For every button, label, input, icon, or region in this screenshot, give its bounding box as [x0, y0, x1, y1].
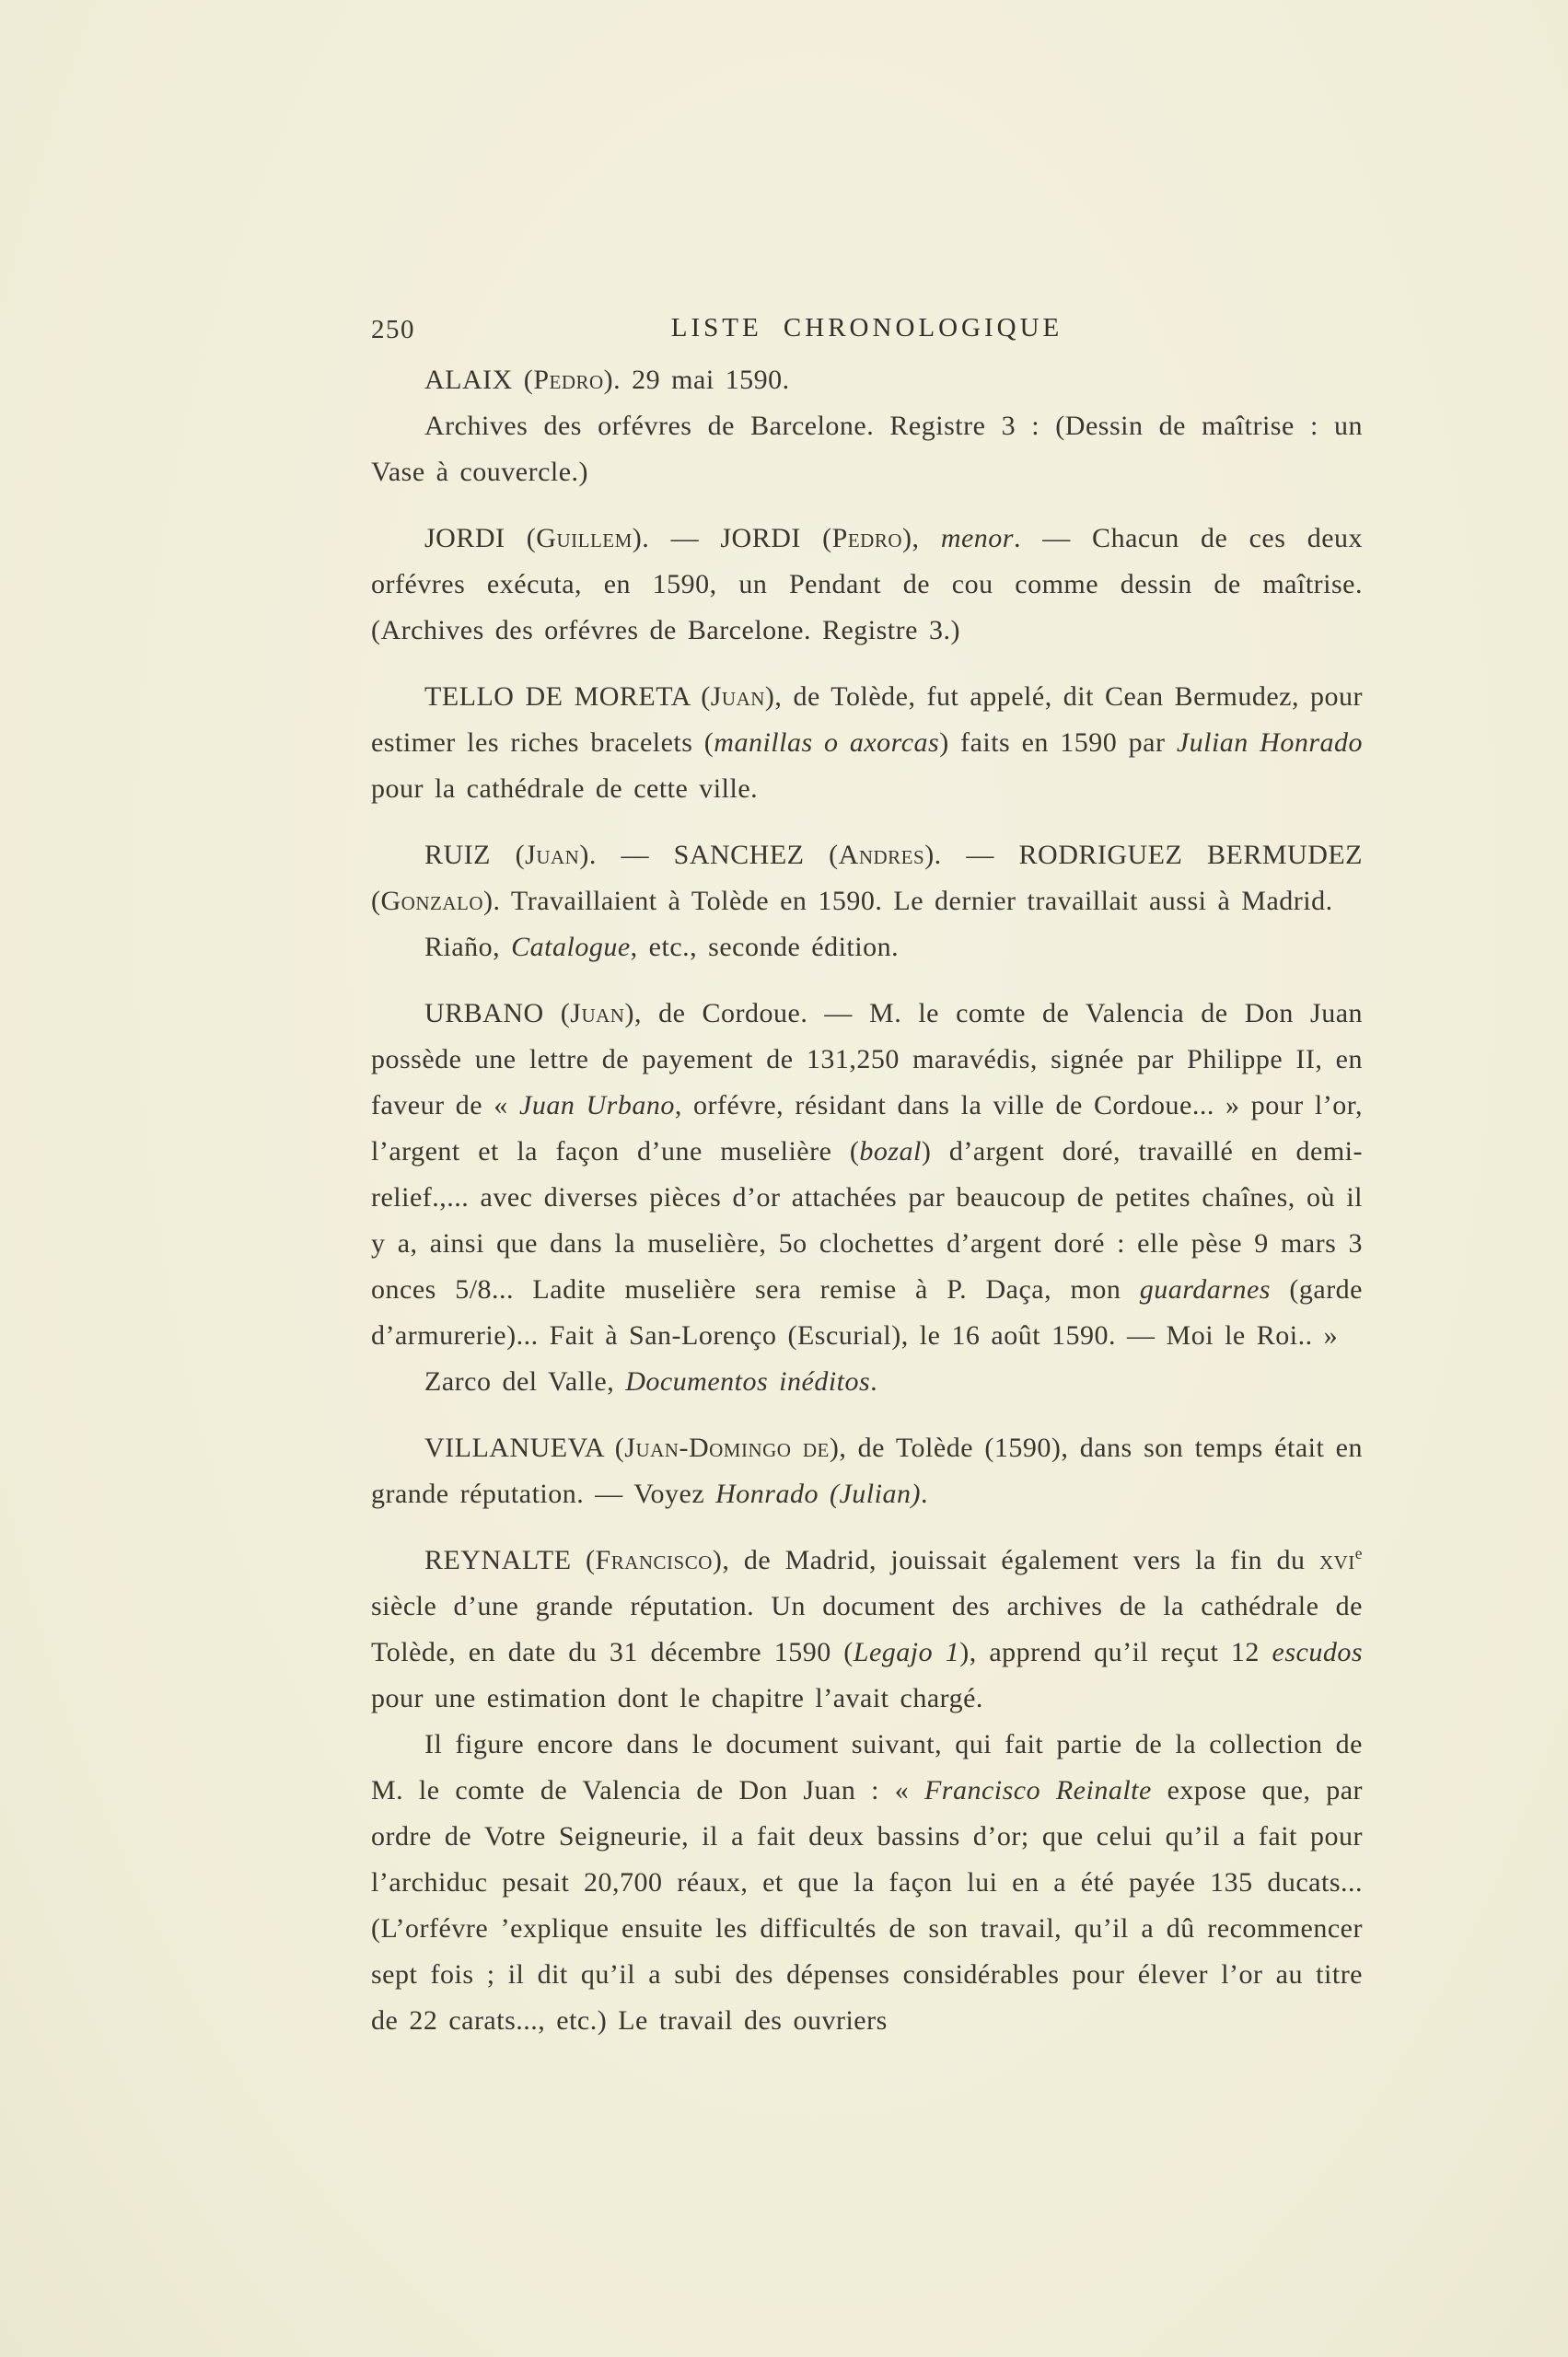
text-run-smallcaps: Pedro — [533, 365, 604, 395]
text-run-smallcaps: Juan — [525, 840, 580, 870]
entry-urbano — [371, 991, 1363, 1405]
text-run-italic: Julian Honrado — [1176, 727, 1363, 758]
text-run-smallcaps: Juan — [570, 998, 625, 1028]
text-run-italic: guardarnes — [1139, 1274, 1271, 1305]
text-run-italic: menor — [940, 523, 1014, 553]
entry-jordi — [371, 516, 1363, 654]
text-run-smallcaps: Guillem — [536, 523, 633, 553]
paragraph — [371, 403, 1363, 495]
entry-heading-paragraph — [371, 357, 1363, 403]
page-title: LISTE CHRONOLOGIQUE — [670, 313, 1063, 343]
entry-tello-de-moreta — [371, 674, 1363, 812]
text-run-italic: bozal — [859, 1136, 922, 1167]
text-run: Riaño, — [424, 932, 512, 962]
text-run-smallcaps: Juan — [710, 681, 765, 712]
text-run: JORDI ( — [424, 523, 537, 553]
text-run: REYNALTE ( — [424, 1545, 596, 1575]
text-run-italic: Francisco Reinalte — [923, 1775, 1152, 1805]
entry-heading-paragraph — [371, 516, 1363, 654]
text-run: ). Travaillaient à Tolède en 1590. Le dernier travaillait aussi à Madrid. — [482, 886, 1333, 916]
entry-heading-paragraph — [371, 832, 1363, 924]
text-run-smallcaps: Francisco — [595, 1545, 713, 1575]
entry-reynalte — [371, 1538, 1363, 2044]
text-run: ) faits en 1590 par — [939, 727, 1177, 758]
text-run: , etc., seconde édition. — [630, 932, 900, 962]
text-run-italic: escudos — [1272, 1637, 1363, 1667]
text-run: RUIZ ( — [424, 840, 526, 870]
text-run: (garde d’armurerie)... Fait à San-Lorenço (Escurial), le 16 août 1590. — Moi le Roi.. » — [371, 1274, 1363, 1351]
text-run-smallcaps: Juan-Domingo de — [624, 1433, 830, 1463]
text-run: ). 29 mai 1590. — [603, 365, 790, 395]
text-run: Zarco del Valle, — [424, 1366, 626, 1397]
text-run: ) d’argent doré, travaillé en demi-relief.,... avec diverses pièces d’or attachées par beaucoup de petites chaînes, où il y a, ainsi que dans la muselière, 5o clochettes d’argent doré : elle pèse 9 mars 3 onces 5/8... Ladite muselière sera remise à P. Daça, mon — [371, 1136, 1363, 1305]
text-run-superscript: e — [1354, 1544, 1363, 1562]
text-run: ), apprend qu’il reçut 12 — [959, 1637, 1272, 1667]
page-number: 250 — [371, 315, 415, 344]
text-run: Archives des orfévres de Barcelone. Registre 3 : (Dessin de maîtrise : un Vase à couvercle.) — [371, 411, 1363, 487]
text-run: . — [870, 1366, 878, 1397]
entry-heading-paragraph — [371, 674, 1363, 812]
page-header — [371, 309, 1363, 355]
text-run: Il figure encore dans le document suivant, qui fait partie de la collection de M. le comte de Valencia de Don Juan : « — [371, 1729, 1363, 1805]
text-run-italic: Documentos inéditos — [625, 1366, 871, 1397]
text-run: ALAIX ( — [424, 365, 534, 395]
text-run: pour la cathédrale de cette ville. — [371, 773, 759, 804]
text-run: ), de Madrid, jouissait également vers la fin du — [712, 1545, 1319, 1575]
entry-heading-paragraph — [371, 1425, 1363, 1517]
text-run: pour une estimation dont le chapitre l’avait chargé. — [371, 1683, 983, 1713]
entry-ruiz-sanchez-rodriguez — [371, 832, 1363, 970]
text-run-smallcaps: Gonzalo — [380, 886, 483, 916]
text-run: URBANO ( — [424, 998, 571, 1028]
text-run-italic: Legajo 1 — [853, 1637, 960, 1667]
reference-paragraph — [371, 1359, 1363, 1405]
text-run: . — Chacun de ces deux orfévres exécuta, en 1590, un Pendant de cou comme dessin de maîtrise. (Archives des orfévres de Barcelone. Registre 3.) — [371, 523, 1364, 645]
text-run: ). — SANCHEZ ( — [579, 840, 839, 870]
text-run-smallcaps: Pedro — [831, 523, 903, 553]
text-run-smallcaps: Andres — [838, 840, 925, 870]
text-run: ), de Tolède, fut appelé, dit Cean Bermudez, pour estimer les riches bracelets ( — [371, 681, 1363, 758]
text-run: ). — JORDI ( — [632, 523, 832, 553]
entry-villanueva — [371, 1425, 1363, 1517]
entry-heading-paragraph — [371, 991, 1363, 1359]
text-run: ), de Tolède (1590), dans son temps était en grande réputation. — Voyez — [371, 1433, 1363, 1509]
page-body — [371, 357, 1363, 2044]
text-run-smallcaps: xvi — [1318, 1545, 1355, 1575]
text-run-italic: Honrado (Julian) — [715, 1479, 921, 1509]
text-run: siècle d’une grande réputation. Un document des archives de la cathédrale de Tolède, en date du 31 décembre 1590 ( — [371, 1591, 1363, 1667]
entry-heading-paragraph — [371, 1538, 1363, 1722]
entry-alaix — [371, 357, 1363, 495]
text-run: . — [920, 1479, 928, 1509]
text-run-italic: manillas o axorcas — [714, 727, 940, 758]
reference-paragraph — [371, 924, 1363, 970]
text-run: TELLO DE MORETA ( — [424, 681, 711, 712]
text-run-italic: Catalogue — [511, 932, 631, 962]
text-run-italic: Juan Urbano — [519, 1090, 675, 1120]
paragraph — [371, 1722, 1363, 2044]
text-run: ), de Cordoue. — M. le comte de Valencia de Don Juan possède une lettre de payement de 131,250 maravédis, signée par Philippe II, en faveur de « — [371, 998, 1364, 1120]
text-run: VILLANUEVA ( — [424, 1433, 625, 1463]
text-run: expose que, par ordre de Votre Seigneurie, il a fait deux bassins d’or; que celui qu’il a fait pour l’archiduc pesait 20,700 réaux, et que la façon lui en a été payée 135 ducats... (L’orfévre ’explique ensuite les difficultés de son travail, qu’il a dû recommencer sept fois ; il dit qu’il a subi des dépenses considérables pour élever l’or au titre de 22 carats..., etc.) Le travail des ouvriers — [371, 1775, 1363, 2036]
text-run: , orfévre, résidant dans la ville de Cordoue... » pour l’or, l’argent et la façon d’une muselière ( — [371, 1090, 1364, 1167]
text-run: ). — RODRIGUEZ BERMUDEZ ( — [371, 840, 1364, 916]
text-run: ), — [902, 523, 941, 553]
